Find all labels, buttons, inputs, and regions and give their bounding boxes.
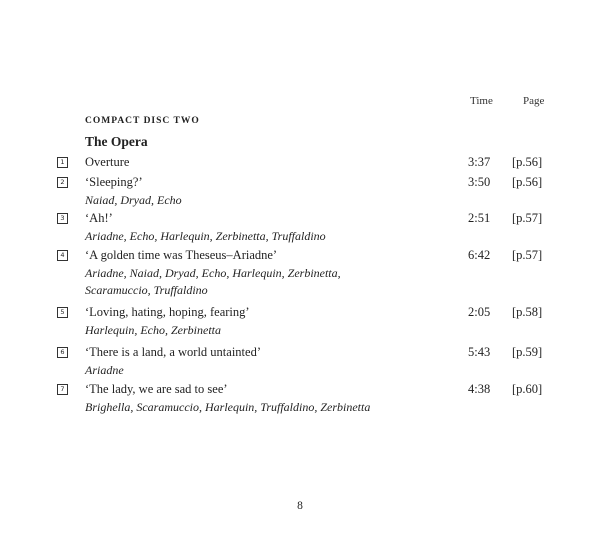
section-title: The Opera — [85, 134, 148, 149]
track-performers: Harlequin, Echo, Zerbinetta — [85, 323, 221, 337]
track-page: [p.57] — [512, 248, 543, 262]
track-page: [p.56] — [512, 175, 543, 189]
track-page: [p.58] — [512, 305, 543, 319]
track-time: 5:43 — [468, 345, 491, 359]
track-title: ‘Loving, hating, hoping, fearing’ — [85, 305, 250, 319]
track-time: 2:51 — [468, 211, 491, 225]
track-time: 6:42 — [468, 248, 491, 262]
track-performers: Ariadne — [85, 363, 124, 377]
track-performers: Brighella, Scaramuccio, Harlequin, Truffaldino, Zerbinetta — [85, 400, 371, 414]
track-title: ‘There is a land, a world untainted’ — [85, 345, 261, 359]
page-column-header: Page — [523, 95, 545, 107]
track-title: ‘The lady, we are sad to see’ — [85, 382, 228, 396]
track-title: ‘A golden time was Theseus–Ariadne’ — [85, 248, 278, 262]
page-number: 8 — [297, 500, 303, 512]
track-page: [p.56] — [512, 155, 543, 169]
track-performers: Ariadne, Echo, Harlequin, Zerbinetta, Truffaldino — [85, 229, 326, 243]
track-performers: Naiad, Dryad, Echo — [85, 193, 182, 207]
track-number: 7 — [57, 384, 68, 395]
track-number: 4 — [57, 250, 68, 261]
track-title: ‘Ah!’ — [85, 211, 113, 225]
track-number: 2 — [57, 177, 68, 188]
time-column-header: Time — [470, 95, 493, 107]
track-performers: Ariadne, Naiad, Dryad, Echo, Harlequin, Zerbinetta, Scaramuccio, Truffaldino — [85, 266, 341, 297]
track-page: [p.57] — [512, 211, 543, 225]
disc-heading: COMPACT DISC TWO — [85, 116, 200, 126]
track-title: ‘Sleeping?’ — [85, 175, 143, 189]
track-page: [p.60] — [512, 382, 543, 396]
track-time: 3:50 — [468, 175, 491, 189]
track-number: 1 — [57, 157, 68, 168]
track-title: Overture — [85, 155, 130, 169]
track-number: 3 — [57, 213, 68, 224]
track-time: 2:05 — [468, 305, 491, 319]
track-time: 3:37 — [468, 155, 491, 169]
track-number: 5 — [57, 307, 68, 318]
track-page: [p.59] — [512, 345, 543, 359]
track-number: 6 — [57, 347, 68, 358]
track-time: 4:38 — [468, 382, 491, 396]
